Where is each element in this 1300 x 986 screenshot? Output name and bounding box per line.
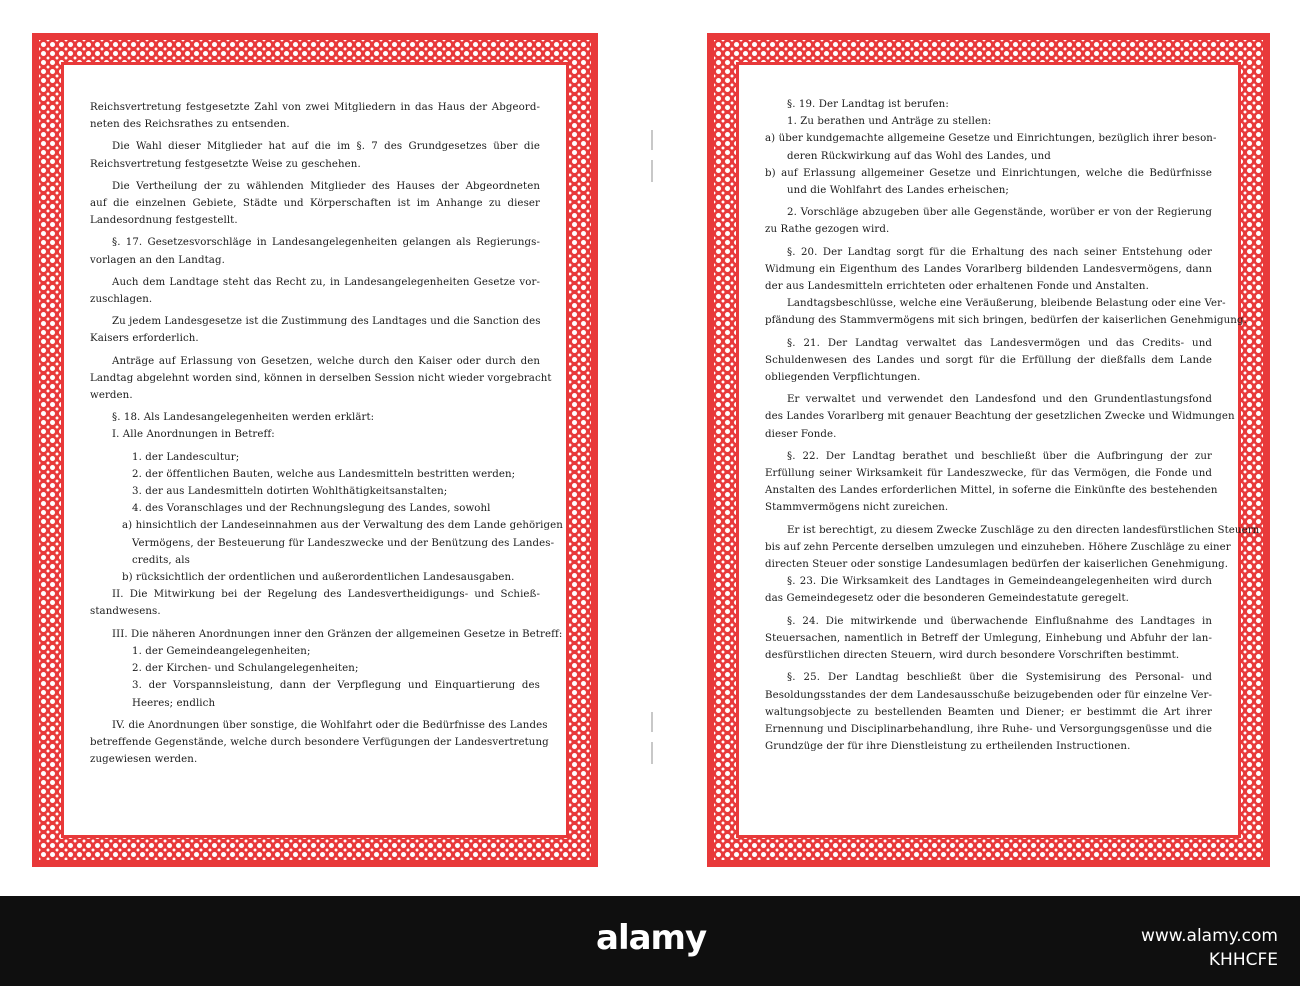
text-line: Reichsvertretung festgesetzte Zahl von zwei Mitgliedern in das Haus der Abgeord-: [90, 102, 540, 113]
inner-rule: [61, 62, 569, 838]
text-line: auf die einzelnen Gebiete, Städte und Körperschaften ist im Anhange zu dieser: [90, 198, 540, 210]
text-line: deren Rückwirkung auf das Wohl des Landes, und: [787, 150, 1051, 162]
text-line: §. 24. Die mitwirkende und überwachende Einflußnahme des Landtages in: [787, 615, 1212, 627]
text-line: betreffende Gegenstände, welche durch besondere Verfügungen der Landesvertretung: [90, 736, 549, 748]
text-line: das Gemeindegesetz oder die besonderen Gemeindestatute geregelt.: [765, 593, 1129, 605]
text-line: §. 22. Der Landtag berathet und beschließt über die Aufbringung der zur: [787, 450, 1212, 462]
right-page-frame: [707, 33, 1270, 867]
text-line: vorlagen an den Landtag.: [90, 254, 225, 266]
text-line: werden.: [90, 390, 133, 402]
text-line: Anträge auf Erlassung von Gesetzen, welche durch den Kaiser oder durch den: [112, 355, 540, 367]
text-line: Heeres; endlich: [132, 697, 216, 709]
text-line: der aus Landesmitteln errichteten oder erhaltenen Fonde und Anstalten.: [765, 281, 1149, 293]
alamy-logo-text: alamy: [596, 918, 707, 958]
text-line: Anstalten des Landes erforderlichen Mittel, in soferne die Einkünfte des bestehenden: [765, 485, 1218, 497]
text-line: 3. der aus Landesmitteln dotirten Wohlthätigkeitsanstalten;: [132, 486, 448, 498]
fold-mark: [651, 160, 653, 182]
right-page-text: [739, 65, 1260, 835]
text-line: Vermögens, der Besteuerung für Landeszwecke und der Benützung des Landes-: [132, 537, 555, 549]
text-line: 1. der Gemeindeangelegenheiten;: [132, 645, 311, 657]
text-line: §. 20. Der Landtag sorgt für die Erhaltung des nach seiner Entstehung oder: [787, 246, 1212, 258]
text-line: Landtagsbeschlüsse, welche eine Veräußerung, bleibende Belastung oder eine Ver-: [787, 298, 1226, 310]
text-line: Landtag abgelehnt worden sind, können in derselben Session nicht wieder vorgebracht: [90, 372, 552, 384]
text-line: Erfüllung seiner Wirksamkeit für Landeszwecke, für das Vermögen, die Fonde und: [765, 468, 1212, 480]
text-line: 2. Vorschläge abzugeben über alle Gegenstände, worüber er von der Regierung: [787, 207, 1212, 219]
text-line: 1. Zu berathen und Anträge zu stellen:: [787, 116, 992, 128]
fold-mark: [651, 712, 653, 732]
text-line: b) auf Erlassung allgemeiner Gesetze und Einrichtungen, welche die Bedürfnisse: [765, 167, 1212, 179]
text-line: §. 21. Der Landtag verwaltet das Landesvermögen und das Credits- und: [787, 337, 1212, 349]
left-page-text: [64, 65, 566, 835]
text-line: directen Steuer oder sonstige Landesumlagen bedürfen der kaiserlichen Genehmigung.: [765, 559, 1229, 571]
fold-mark: [651, 130, 653, 150]
text-line: zuschlagen.: [90, 294, 153, 306]
text-line: bis auf zehn Percente derselben umzulegen und einzuheben. Höhere Zuschläge zu einer: [765, 541, 1231, 553]
text-line: Auch dem Landtage steht das Recht zu, in Landesangelegenheiten Gesetze vor-: [112, 276, 540, 288]
text-line: Die Vertheilung der zu wählenden Mitglieder des Hauses der Abgeordneten: [112, 180, 540, 192]
text-line: Kaisers erforderlich.: [90, 333, 199, 345]
text-line: 4. des Voranschlages und der Rechnungslegung des Landes, sowohl: [132, 503, 491, 515]
text-line: und die Wohlfahrt des Landes erheischen;: [787, 185, 1009, 197]
text-line: 2. der Kirchen- und Schulangelegenheiten;: [132, 663, 359, 675]
left-page-frame: [32, 33, 598, 867]
text-line: dieser Fonde.: [765, 428, 837, 440]
text-line: II. Die Mitwirkung bei der Regelung des Landesvertheidigungs- und Schieß-: [112, 589, 540, 601]
text-line: zugewiesen werden.: [90, 754, 198, 766]
text-line: 2. der öffentlichen Bauten, welche aus Landesmitteln bestritten werden;: [132, 468, 516, 480]
watermark-url: www.alamy.com: [1140, 926, 1278, 946]
text-line: obliegenden Verpflichtungen.: [765, 372, 921, 384]
text-line: 1. der Landescultur;: [132, 451, 240, 463]
text-line: Ernennung und Disciplinarbehandlung, ihre Ruhe- und Versorgungsgenüsse und die: [765, 723, 1212, 735]
image-id: KHHCFE: [1208, 950, 1278, 970]
ornamental-border: [714, 40, 1263, 860]
ornamental-border: [39, 40, 591, 860]
text-line: 3. der Vorspannsleistung, dann der Verpflegung und Einquartierung des: [132, 680, 540, 692]
text-line: IV. die Anordnungen über sonstige, die Wohlfahrt oder die Bedürfnisse des Landes: [112, 719, 548, 731]
text-line: §. 19. Der Landtag ist berufen:: [787, 99, 949, 110]
text-line: standwesens.: [90, 606, 161, 618]
text-line: Stammvermögens nicht zureichen.: [765, 502, 949, 514]
text-line: Reichsvertretung festgesetzte Weise zu geschehen.: [90, 158, 361, 170]
text-line: zu Rathe gezogen wird.: [765, 224, 890, 236]
text-line: Zu jedem Landesgesetze ist die Zustimmung des Landtages und die Sanction des: [112, 316, 541, 328]
alamy-logo: [596, 917, 707, 960]
text-line: b) rücksichtlich der ordentlichen und außerordentlichen Landesausgaben.: [122, 572, 515, 584]
text-line: neten des Reichsrathes zu entsenden.: [90, 119, 290, 131]
text-line: III. Die näheren Anordnungen inner den Gränzen der allgemeinen Gesetze in Betreff:: [112, 628, 563, 640]
text-line: a) über kundgemachte allgemeine Gesetze und Einrichtungen, bezüglich ihrer beson-: [765, 133, 1217, 145]
text-line: §. 25. Der Landtag beschließt über die Systemisirung des Personal- und: [787, 672, 1212, 684]
text-line: Widmung ein Eigenthum des Landes Vorarlberg bildenden Landesvermögens, dann: [765, 263, 1212, 275]
text-line: Die Wahl dieser Mitglieder hat auf die im §. 7 des Grundgesetzes über die: [112, 141, 540, 153]
text-line: Steuersachen, namentlich in Betreff der Umlegung, Einhebung und Abfuhr der lan-: [765, 632, 1212, 644]
text-line: §. 23. Die Wirksamkeit des Landtages in Gemeindeangelegenheiten wird durch: [787, 576, 1212, 588]
fold-mark: [651, 742, 653, 764]
inner-rule: [736, 62, 1260, 838]
text-line: Er ist berechtigt, zu diesem Zwecke Zuschläge zu den directen landesfürstlichen Steuern: [787, 524, 1260, 536]
text-line: §. 18. Als Landesangelegenheiten werden erklärt:: [112, 412, 375, 424]
text-line: waltungsobjecte zu bestellenden Beamten und Diener; er bestimmt die Art ihrer: [765, 706, 1212, 718]
text-line: des Landes Vorarlberg mit genauer Beachtung der gesetzlichen Zwecke und Widmungen: [765, 411, 1235, 423]
text-line: §. 17. Gesetzesvorschläge in Landesangelegenheiten gelangen als Regierungs-: [112, 237, 540, 249]
text-line: a) hinsichtlich der Landeseinnahmen aus der Verwaltung des dem Lande gehörigen: [122, 520, 563, 532]
text-line: Schuldenwesen des Landes und sorgt für die Erfüllung der dießfalls dem Lande: [765, 354, 1212, 366]
text-line: Landesordnung festgestellt.: [90, 215, 238, 227]
text-line: Grundzüge der für ihre Dienstleistung zu ertheilenden Instructionen.: [765, 741, 1131, 753]
text-line: I. Alle Anordnungen in Betreff:: [112, 429, 275, 441]
text-line: Er verwaltet und verwendet den Landesfond und den Grundentlastungsfond: [787, 394, 1212, 406]
text-line: credits, als: [132, 554, 190, 566]
text-line: desfürstlichen directen Steuern, wird durch besondere Vorschriften bestimmt.: [765, 650, 1180, 662]
text-line: Besoldungsstandes der dem Landesausschuße beizugebenden oder für einzelne Ver-: [765, 689, 1212, 701]
text-line: pfändung des Stammvermögens mit sich bringen, bedürfen der kaiserlichen Genehmigung.: [765, 315, 1247, 327]
